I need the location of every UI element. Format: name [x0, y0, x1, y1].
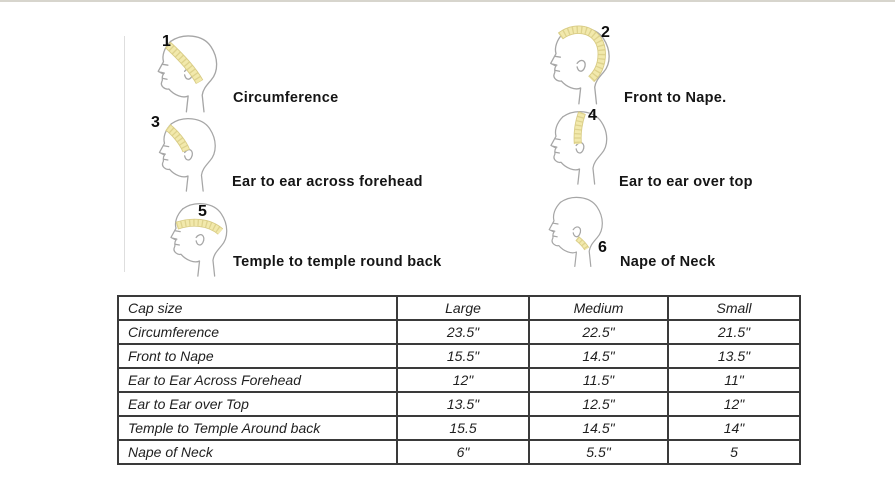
value-small: 11": [668, 368, 800, 392]
tape-band-ear-to-ear-across-forehead: [168, 127, 186, 151]
measure-number: 1: [162, 33, 171, 50]
row-label: Circumference: [118, 320, 397, 344]
head-diagram-front-to-nape: [528, 22, 628, 110]
measure-number: 3: [151, 114, 160, 131]
column-header-cap-size: Cap size: [118, 296, 397, 320]
measure-label: Front to Nape.: [624, 90, 727, 106]
value-medium: 14.5": [529, 344, 668, 368]
figure-ear-to-ear-over-top: [528, 106, 878, 198]
table-row: [118, 320, 800, 344]
value-medium: 22.5": [529, 320, 668, 344]
value-large: 15.5": [397, 344, 529, 368]
head-diagram-nape-of-neck: [526, 192, 622, 272]
figure-ear-to-ear-across-forehead: [138, 113, 488, 205]
value-large: 12": [397, 368, 529, 392]
value-small: 21.5": [668, 320, 800, 344]
value-large: 6": [397, 440, 529, 464]
row-label: Nape of Neck: [118, 440, 397, 464]
value-medium: 5.5": [529, 440, 668, 464]
tape-band-temple-to-temple-round-back: [177, 223, 221, 232]
scan-artifact-top-line: [0, 0, 895, 2]
table-row: [118, 392, 800, 416]
column-header-small: Small: [668, 296, 800, 320]
measure-label: Ear to ear across forehead: [232, 174, 423, 190]
cap-size-table: [117, 295, 801, 465]
scan-artifact-left-line: [124, 36, 125, 272]
measure-number: 6: [598, 239, 607, 256]
figure-front-to-nape: [528, 22, 878, 117]
tape-band-nape-of-neck: [577, 238, 587, 248]
table-row: [118, 368, 800, 392]
row-label: Ear to Ear over Top: [118, 392, 397, 416]
value-medium: 12.5": [529, 392, 668, 416]
table-header-row: [118, 296, 800, 320]
value-large: 23.5": [397, 320, 529, 344]
column-header-medium: Medium: [529, 296, 668, 320]
figure-nape-of-neck: [526, 192, 876, 280]
measure-label: Circumference: [233, 90, 339, 106]
table-row: [118, 440, 800, 464]
figure-temple-to-temple-round-back: [146, 198, 496, 288]
table-row: [118, 416, 800, 440]
head-diagram-ear-to-ear-over-top: [528, 106, 626, 190]
tape-band-circumference: [168, 45, 200, 82]
row-label: Temple to Temple Around back: [118, 416, 397, 440]
measure-label: Nape of Neck: [620, 254, 716, 270]
measure-label: Temple to temple round back: [233, 254, 442, 270]
head-diagram-circumference: [138, 30, 233, 118]
value-large: 15.5: [397, 416, 529, 440]
column-header-large: Large: [397, 296, 529, 320]
value-small: 5: [668, 440, 800, 464]
table-row: [118, 344, 800, 368]
row-label: Front to Nape: [118, 344, 397, 368]
measure-number: 5: [198, 203, 207, 220]
value-small: 14": [668, 416, 800, 440]
figure-circumference: [138, 30, 488, 125]
value-medium: 11.5": [529, 368, 668, 392]
tape-band-ear-to-ear-over-top: [578, 113, 582, 144]
measure-number: 2: [601, 24, 610, 41]
value-medium: 14.5": [529, 416, 668, 440]
value-small: 13.5": [668, 344, 800, 368]
measure-label: Ear to ear over top: [619, 174, 753, 190]
measure-number: 4: [588, 107, 597, 124]
row-label: Ear to Ear Across Forehead: [118, 368, 397, 392]
value-small: 12": [668, 392, 800, 416]
value-large: 13.5": [397, 392, 529, 416]
